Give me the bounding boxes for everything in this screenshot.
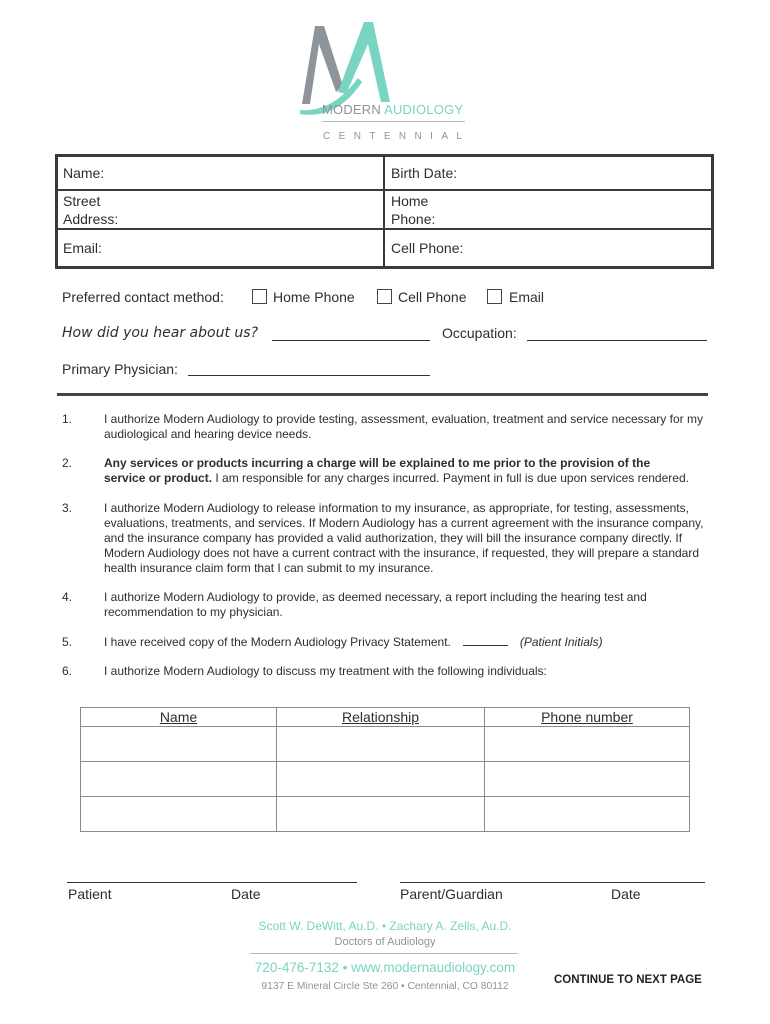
name-label: Name: [63,165,105,181]
email-checkbox[interactable] [487,289,502,304]
table-header-row [81,708,690,727]
patient-initials-label: (Patient Initials) [519,634,603,649]
individual-name-cell[interactable] [81,727,277,762]
individual-name-cell[interactable] [81,797,277,832]
item-number: 1. [62,411,73,426]
column-header-phone-number: Phone number [485,708,690,727]
patient-initials-field[interactable] [463,635,508,646]
email-option-label: Email [509,289,545,305]
privacy-statement-text: I have received copy of the Modern Audiology Privacy Statement. [104,634,451,649]
referral-answer-field[interactable] [272,340,430,341]
footer-divider [250,953,518,954]
footer-contact: 720-476-7132 • www.modernaudiology.com [254,960,516,975]
brand-name-first: MODERN [322,102,381,117]
continue-notice: CONTINUE TO NEXT PAGE [554,974,702,986]
table-row [81,797,690,832]
authorization-item [62,412,744,442]
occupation-label: Occupation: [442,325,517,341]
item-text: I authorize Modern Audiology to provide testing, assessment, evaluation, treatment and service necessary for my audiological and hearing device needs. [104,411,703,441]
logo-gray-stroke [302,26,343,104]
patient-info-table [55,154,714,269]
contact-method-label: Preferred contact method: [62,289,224,305]
guardian-signature-line[interactable] [400,882,705,883]
individual-name-cell[interactable] [81,762,277,797]
individual-phone-cell[interactable] [485,727,690,762]
email-field[interactable] [58,230,385,266]
authorized-individuals-table [80,707,690,832]
doctors-names: Scott W. DeWitt, Au.D. • Zachary A. Zells, Au.D. [258,919,512,933]
name-field[interactable] [58,157,385,191]
home-phone-field[interactable] [385,191,711,230]
item-number: 2. [62,456,73,470]
cell-phone-option-label: Cell Phone [398,289,467,305]
item-number: 6. [62,664,73,678]
individual-relationship-cell[interactable] [277,797,485,832]
street-address-field[interactable] [58,191,385,230]
authorization-item [62,664,744,679]
authorization-item [62,501,744,576]
individual-phone-cell[interactable] [485,797,690,832]
item-text: I authorize Modern Audiology to provide, as deemed necessary, a report including the hearing test and recommendation to my physician. [104,590,647,619]
home-phone-option-label: Home Phone [273,289,355,305]
doctors-title: Doctors of Audiology [334,936,436,948]
patient-date-label: Date [231,886,261,902]
referral-question: How did you hear about us? [62,325,258,341]
brand-name [322,102,463,118]
item-text [104,635,744,650]
street-address-label: Street Address: [63,192,119,227]
patient-signature-label: Patient [68,886,112,902]
home-phone-label: Home Phone: [391,192,436,227]
brand-name-second: AUDIOLOGY [384,102,464,117]
item-number: 3. [62,500,73,515]
cell-phone-label: Cell Phone: [391,240,464,256]
home-phone-checkbox[interactable] [252,289,267,304]
birth-date-field[interactable] [385,157,711,191]
patient-signature-line[interactable] [67,882,357,883]
section-divider [57,393,708,396]
item-bold-text: Any services or products incurring a charge will be explained to me prior to the provision of the service or product. [104,456,651,485]
item-text: I authorize Modern Audiology to discuss my treatment with the following individuals: [104,664,547,678]
cell-phone-field[interactable] [385,230,711,266]
primary-physician-label: Primary Physician: [62,361,178,377]
table-row [81,762,690,797]
occupation-field[interactable] [527,340,707,341]
item-number: 4. [62,590,73,604]
individual-phone-cell[interactable] [485,762,690,797]
logo-teal-stroke [338,22,390,102]
cell-phone-checkbox[interactable] [377,289,392,304]
email-label: Email: [63,240,102,256]
column-header-name: Name [81,708,277,727]
footer-address: 9137 E Mineral Circle Ste 260 • Centennial, CO 80112 [261,981,509,992]
primary-physician-field[interactable] [188,375,430,376]
item-number: 5. [62,634,73,649]
individual-relationship-cell[interactable] [277,727,485,762]
item-text: I authorize Modern Audiology to release information to my insurance, as appropriate, for testing, assessments, evaluations, treatments, and services. If Modern Audiology has a current agreement with the insurance company, and the insurance company has provided a valid authorization, they will bill the insurance company directly. If Modern Audiology does not have a current contract with the insurance, if requested, they will prepare a standard health insurance claim form that I can submit to my insurance. [104,500,704,575]
authorization-item [62,590,744,620]
brand-location: CENTENNIAL [323,131,471,142]
column-header-relationship: Relationship [277,708,485,727]
table-row [81,727,690,762]
authorization-list [62,412,744,694]
authorization-item [62,635,744,650]
birth-date-label: Birth Date: [391,165,458,181]
item-regular-text: I am responsible for any charges incurred. Payment in full is due upon services rendered. [212,471,689,485]
brand-divider [322,121,465,122]
individual-relationship-cell[interactable] [277,762,485,797]
guardian-date-label: Date [611,886,641,902]
item-text [104,456,744,486]
guardian-signature-label: Parent/Guardian [400,886,503,902]
authorization-item [62,456,744,486]
